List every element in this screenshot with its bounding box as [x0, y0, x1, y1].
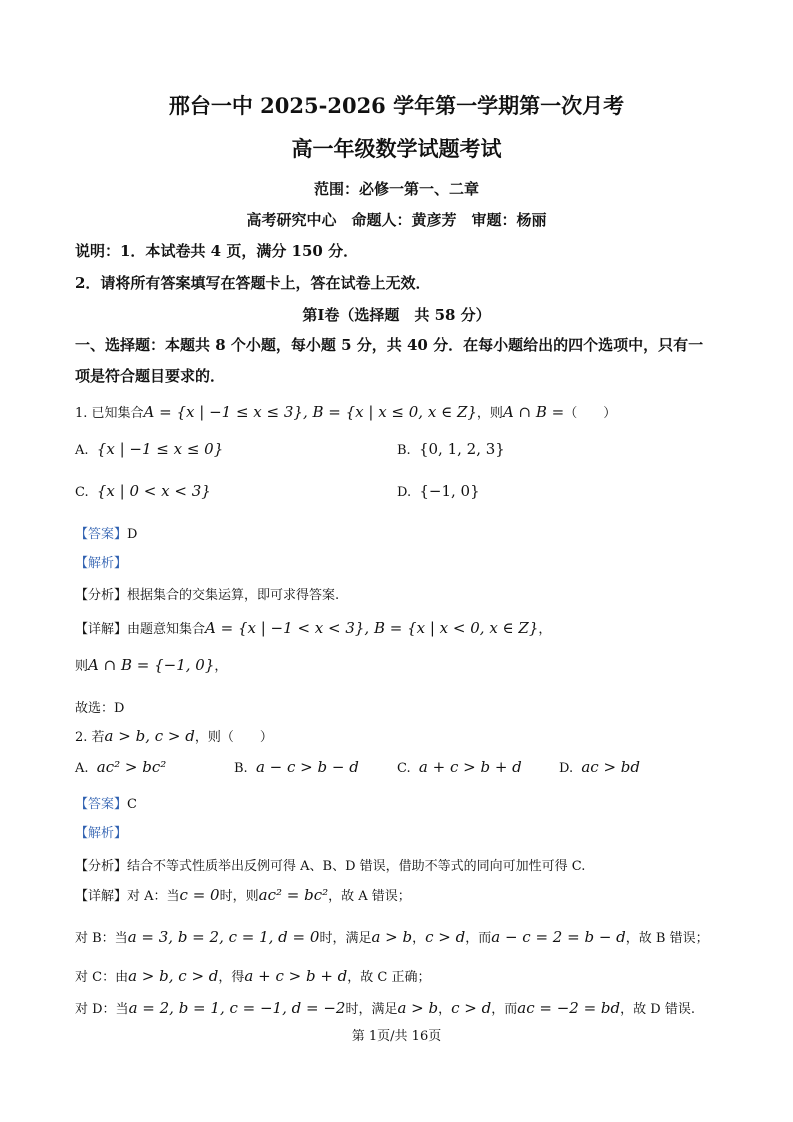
q2-a-text2: 时，则 — [219, 889, 259, 904]
q1-option-a-label: A. — [75, 443, 89, 458]
exam-title: 邢台一中 2025-2026 学年第一学期第一次月考 — [168, 93, 625, 118]
q1-answer-tag: 【答案】 — [75, 527, 128, 542]
q1-prefix: 1. 已知集合 — [75, 406, 144, 421]
q2-option-a — [75, 758, 166, 776]
q1-option-c-label: C. — [75, 485, 89, 500]
exam-subtitle: 高一年级数学试题考试 — [291, 136, 502, 161]
q2-option-b-text: a − c > b − d — [255, 758, 359, 776]
q1-option-a-text: {x | −1 ≤ x ≤ 0} — [96, 440, 224, 458]
q1-result-prefix: 则 — [75, 659, 89, 674]
q2-xiangjie-a — [75, 885, 411, 904]
q2-a-text1: 对 A：当 — [127, 889, 180, 904]
question-1-stem — [75, 402, 616, 421]
q2-c-text1: 对 C：由 — [75, 970, 129, 985]
q1-option-c-text: {x | 0 < x < 3} — [96, 482, 211, 500]
q2-b-math4: a − c = 2 = b − d — [491, 928, 626, 946]
exam-authors: 高考研究中心 命题人：黄彦芳 审题：杨丽 — [246, 211, 547, 229]
q1-result — [75, 655, 227, 674]
q1-option-b-label: B. — [397, 443, 411, 458]
q2-c-text2: ，得 — [218, 970, 245, 985]
q2-fenxi-text: 结合不等式性质举出反例可得 A、B、D 错误，借助不等式的同向可加性可得 C. — [127, 859, 586, 874]
q1-xiangjie-end: ， — [538, 622, 552, 637]
q2-answer-value: C — [127, 797, 137, 812]
q2-b-math2: a > b — [371, 928, 413, 946]
q1-xiangjie — [75, 618, 551, 637]
q1-suffix: ，则 — [476, 406, 503, 421]
q2-b-math1: a = 3, b = 2, c = 1, d = 0 — [127, 928, 320, 946]
q2-cond: a > b, c > d — [104, 727, 195, 745]
q1-sets: A = {x | −1 ≤ x ≤ 3}, B = {x | x ≤ 0, x ∈ Z} — [143, 403, 477, 421]
part-title: 第Ⅰ卷（选择题 共 58 分） — [302, 306, 491, 324]
page-footer: 第 1页/共 16页 — [351, 1029, 442, 1044]
q2-a-text3: ，故 A 错误； — [328, 889, 411, 904]
q2-case-b — [75, 927, 709, 946]
q1-xiangjie-text: 由题意知集合 — [127, 622, 206, 637]
q2-b-text1: 对 B：当 — [75, 931, 128, 946]
q1-blank: （ ） — [564, 406, 617, 421]
q1-answer-value: D — [127, 527, 138, 542]
q2-d-math1: a = 2, b = 1, c = −1, d = −2 — [128, 999, 346, 1017]
q2-b-text3: ， — [412, 931, 426, 946]
q2-c-text3: ，故 C 正确； — [347, 970, 431, 985]
q1-fenxi — [75, 584, 339, 603]
q2-d-math4: ac = −2 = bd — [517, 999, 621, 1017]
q1-option-d-label: D. — [397, 485, 412, 500]
q2-option-a-text: ac² > bc² — [96, 758, 167, 776]
section-heading-line1: 一、选择题：本题共 8 个小题，每小题 5 分，共 40 分．在每小题给出的四个选项中，只有一 — [75, 336, 704, 354]
q1-result-end: ， — [214, 659, 228, 674]
q1-option-b-text: {0, 1, 2, 3} — [418, 440, 505, 458]
q2-case-d — [75, 998, 695, 1017]
instruction-1: 说明：1．本试卷共 4 页，满分 150 分． — [75, 242, 359, 260]
q2-fenxi-tag: 【分析】 — [75, 859, 128, 874]
q1-option-c — [75, 482, 211, 500]
q1-option-d — [397, 482, 480, 500]
question-2-stem — [75, 726, 273, 745]
q1-option-d-text: {−1, 0} — [419, 482, 480, 500]
instruction-2: 2．请将所有答案填写在答题卡上，答在试卷上无效． — [75, 274, 431, 292]
q2-b-text4: ，而 — [465, 931, 492, 946]
q2-b-text5: ，故 B 错误； — [625, 931, 709, 946]
q2-b-math3: c > d — [425, 928, 466, 946]
q2-d-text4: ，而 — [491, 1002, 518, 1017]
q1-option-a — [75, 440, 223, 458]
q2-a-math1: c = 0 — [179, 886, 220, 904]
q2-option-c-text: a + c > b + d — [418, 758, 522, 776]
q1-result-math: A ∩ B = {−1, 0} — [88, 656, 215, 674]
q2-b-text2: 时，满足 — [319, 931, 372, 946]
q1-expr: A ∩ B = — [502, 403, 565, 421]
q2-answer — [75, 793, 137, 812]
q2-suffix: ，则（ ） — [194, 730, 273, 745]
q2-d-math2: a > b — [397, 999, 439, 1017]
q1-fenxi-tag: 【分析】 — [75, 588, 128, 603]
q2-option-c — [397, 758, 522, 776]
section-heading-line2: 项是符合题目要求的． — [75, 367, 226, 385]
q2-option-a-label: A. — [75, 761, 89, 776]
q2-d-text1: 对 D：当 — [75, 1002, 129, 1017]
q1-conclusion: 故选：D — [75, 701, 125, 716]
q2-option-d-label: D. — [559, 761, 574, 776]
q2-option-d — [559, 758, 640, 776]
q2-xiangjie-tag: 【详解】 — [75, 889, 128, 904]
q1-xiangjie-tag: 【详解】 — [75, 622, 128, 637]
q1-option-b — [397, 440, 505, 458]
q2-analysis-tag: 【解析】 — [75, 826, 128, 841]
q2-d-text2: 时，满足 — [345, 1002, 398, 1017]
q2-option-c-label: C. — [397, 761, 411, 776]
q1-analysis-tag: 【解析】 — [75, 556, 128, 571]
q2-d-math3: c > d — [451, 999, 492, 1017]
q2-fenxi — [75, 855, 585, 874]
q2-c-math1: a > b, c > d — [128, 967, 219, 985]
q2-option-b — [234, 758, 359, 776]
exam-scope: 范围：必修一第一、二章 — [313, 180, 479, 198]
q2-prefix: 2. 若 — [75, 730, 105, 745]
q2-case-c — [75, 966, 431, 985]
q1-xiangjie-math: A = {x | −1 < x < 3}, B = {x | x < 0, x ∈ Z} — [205, 619, 539, 637]
q1-fenxi-text: 根据集合的交集运算，即可求得答案. — [127, 588, 340, 603]
q2-d-text3: ， — [438, 1002, 452, 1017]
q2-answer-tag: 【答案】 — [75, 797, 128, 812]
q2-d-text5: ，故 D 错误. — [620, 1002, 695, 1017]
q2-c-math2: a + c > b + d — [244, 967, 348, 985]
q1-answer — [75, 523, 137, 542]
q2-a-math2: ac² = bc² — [258, 886, 329, 904]
q2-option-b-label: B. — [234, 761, 248, 776]
q2-option-d-text: ac > bd — [581, 758, 641, 776]
